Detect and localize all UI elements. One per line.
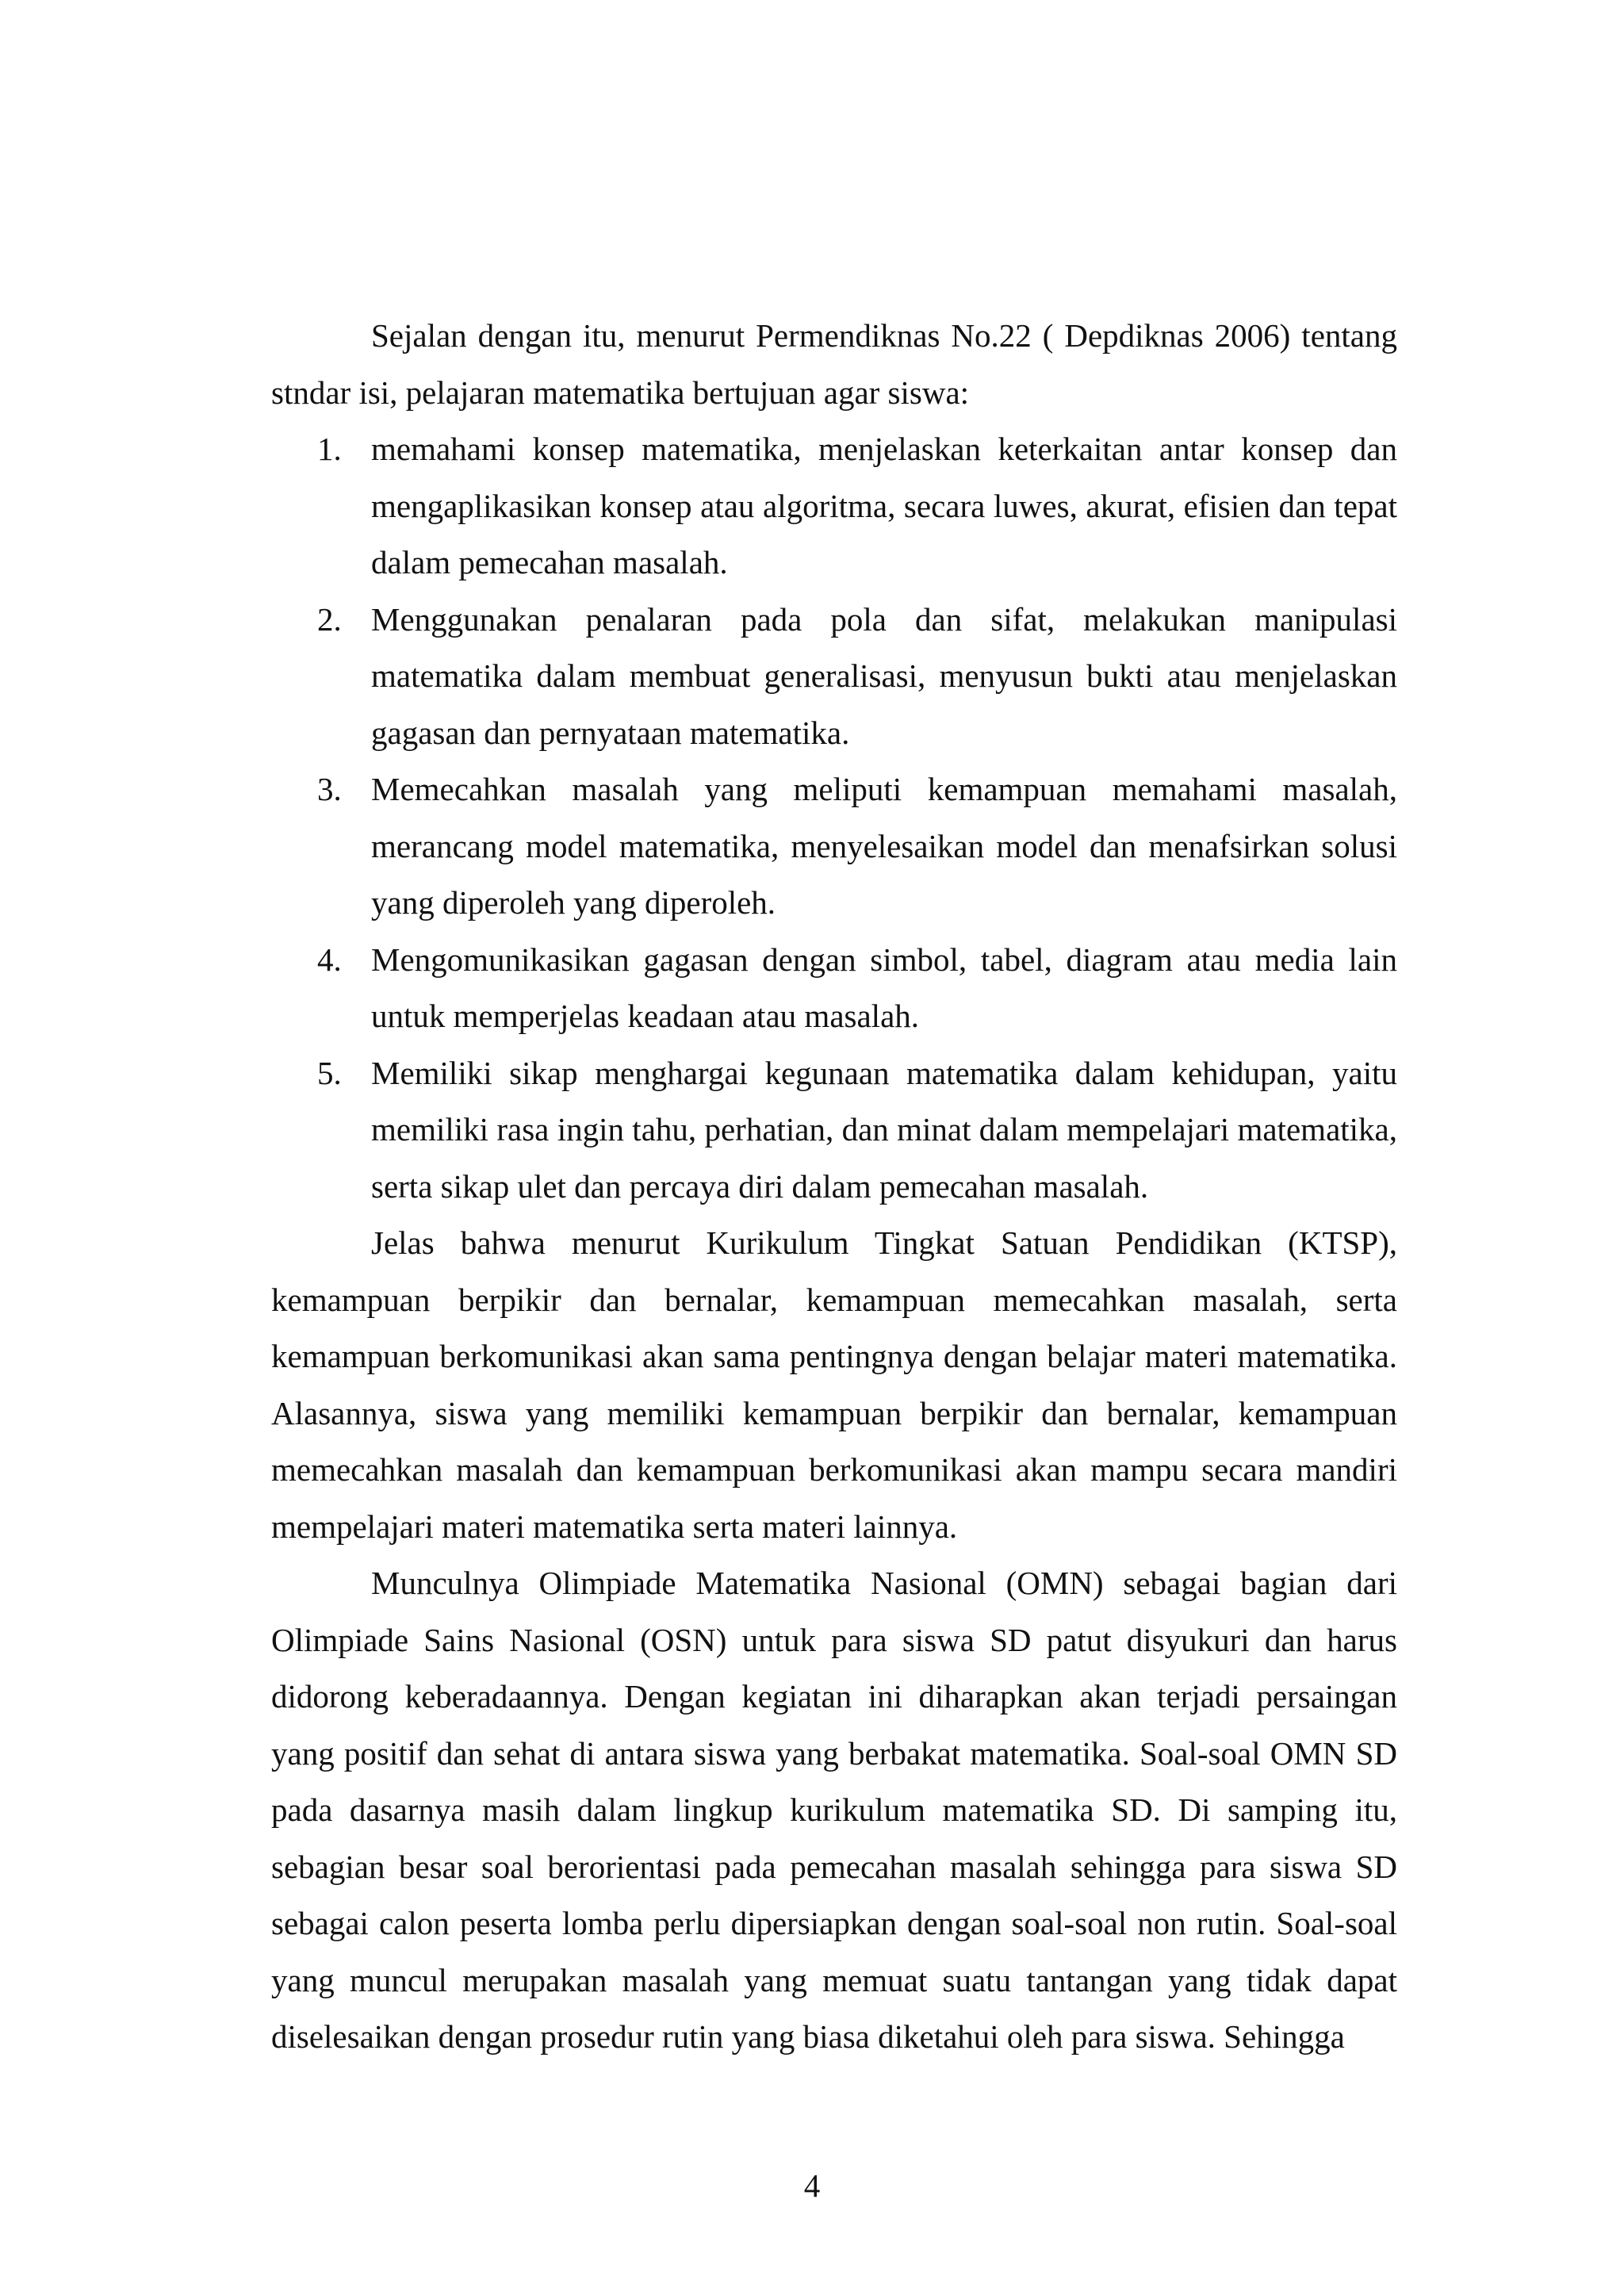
list-item-text: Menggunakan penalaran pada pola dan sifat, melakukan manipulasi matematika dalam membuat generalisasi, menyusun bukti atau menjelaskan gagasan dan pernyataan matematika. [371, 600, 1397, 751]
list-item [271, 761, 1397, 932]
omn-paragraph: Munculnya Olimpiade Matematika Nasional (OMN) sebagai bagian dari Olimpiade Sains Nasional (OSN) untuk para siswa SD patut disyukuri dan harus didorong keberadaannya. Dengan kegiatan ini diharapkan akan terjadi persaingan yang positif dan sehat di antara siswa yang berbakat matematika. Soal-soal OMN SD pada dasarnya masih dalam lingkup kurikulum matematika SD. Di samping itu, sebagian besar soal berorientasi pada pemecahan masalah sehingga para siswa SD sebagai calon peserta lomba perlu dipersiapkan dengan soal-soal non rutin. Soal-soal yang muncul merupakan masalah yang memuat suatu tantangan yang tidak dapat diselesaikan dengan prosedur rutin yang biasa diketahui oleh para siswa. Sehingga [271, 1565, 1397, 2055]
list-item [271, 1045, 1397, 1216]
objectives-list [271, 421, 1397, 1215]
list-item [271, 932, 1397, 1045]
list-item-number: 1. [317, 431, 342, 467]
list-item [271, 421, 1397, 592]
page-number: 4 [803, 2167, 821, 2204]
list-item-text: memahami konsep matematika, menjelaskan keterkaitan antar konsep dan mengaplikasikan konsep atau algoritma, secara luwes, akurat, efisien dan tepat dalam pemecahan masalah. [371, 431, 1397, 580]
list-item-number: 2. [317, 600, 342, 638]
body-text [271, 308, 1397, 2066]
list-item-text: Memiliki sikap menghargai kegunaan matematika dalam kehidupan, yaitu memiliki rasa ingin tahu, perhatian, dan minat dalam mempelajari matematika, serta sikap ulet dan percaya diri dalam pemecahan masalah. [371, 1054, 1397, 1205]
list-item-number: 5. [317, 1054, 342, 1091]
list-item-number: 3. [317, 771, 342, 807]
list-item-number: 4. [317, 941, 342, 978]
intro-paragraph: Sejalan dengan itu, menurut Permendiknas No.22 ( Depdiknas 2006) tentang stndar isi, pelajaran matematika bertujuan agar siswa: [271, 317, 1397, 411]
ktsp-paragraph: Jelas bahwa menurut Kurikulum Tingkat Satuan Pendidikan (KTSP), kemampuan berpikir dan bernalar, kemampuan memecahkan masalah, serta kemampuan berkomunikasi akan sama pentingnya dengan belajar materi matematika. Alasannya, siswa yang memiliki kemampuan berpikir dan bernalar, kemampuan memecahkan masalah dan kemampuan berkomunikasi akan mampu secara mandiri mempelajari materi matematika serta materi lainnya. [271, 1224, 1397, 1545]
list-item-text: Mengomunikasikan gagasan dengan simbol, tabel, diagram atau media lain untuk memperjelas keadaan atau masalah. [371, 941, 1397, 1034]
list-item [271, 592, 1397, 762]
list-item-text: Memecahkan masalah yang meliputi kemampuan memahami masalah, merancang model matematika, menyelesaikan model dan menafsirkan solusi yang diperoleh yang diperoleh. [371, 771, 1397, 921]
